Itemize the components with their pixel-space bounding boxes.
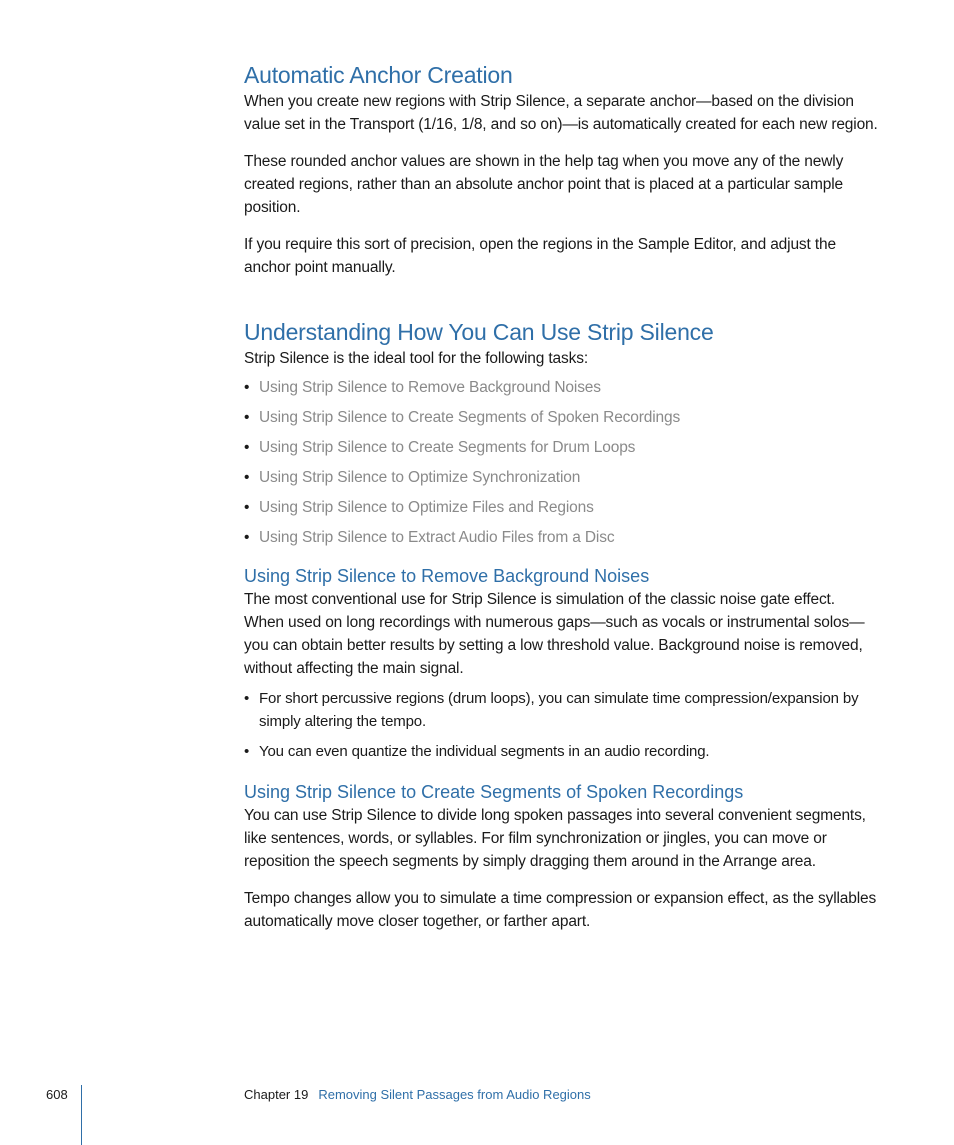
heading-spoken-recordings: Using Strip Silence to Create Segments of Spoken Recordings <box>244 782 744 802</box>
heading-understanding-strip-silence: Understanding How You Can Use Strip Silence <box>244 319 714 345</box>
list-item <box>244 497 878 519</box>
chapter-title: Removing Silent Passages from Audio Regions <box>318 1087 591 1102</box>
task-link-list <box>244 377 878 549</box>
anchor-paragraph-3: If you require this sort of precision, open the regions in the Sample Editor, and adjust the anchor point manually. <box>244 236 836 276</box>
link-optimize-files-regions[interactable]: Using Strip Silence to Optimize Files and Regions <box>259 499 594 516</box>
bullet-text: For short percussive regions (drum loops), you can simulate time compression/expansion by simply altering the tempo. <box>259 690 859 730</box>
bullet-icon: • <box>244 469 250 486</box>
anchor-paragraph-2: These rounded anchor values are shown in the help tag when you move any of the newly created regions, rather than an absolute anchor point that is placed at a particular sample position. <box>244 153 844 216</box>
chapter-label: Chapter 19 <box>244 1087 309 1102</box>
bullet-icon: • <box>244 529 250 546</box>
heading-remove-background-noises: Using Strip Silence to Remove Background Noises <box>244 566 650 586</box>
link-extract-audio-files[interactable]: Using Strip Silence to Extract Audio Files from a Disc <box>259 529 615 546</box>
list-item <box>244 377 878 399</box>
link-drum-loops[interactable]: Using Strip Silence to Create Segments for Drum Loops <box>259 439 636 456</box>
list-item <box>244 687 878 733</box>
bullet-text: You can even quantize the individual segments in an audio recording. <box>259 743 710 760</box>
bullet-icon: • <box>244 409 250 426</box>
bullet-icon: • <box>244 379 250 396</box>
bullet-icon: • <box>244 499 250 516</box>
link-optimize-synchronization[interactable]: Using Strip Silence to Optimize Synchronization <box>259 469 581 486</box>
footer-divider <box>81 1085 82 1145</box>
background-noises-bullets <box>244 687 878 763</box>
spoken-recordings-paragraph-1: You can use Strip Silence to divide long spoken passages into several convenient segments, like sentences, words, or syllables. For film synchronization or jingles, you can move or reposition the speech segments by simply dragging them around in the Arrange area. <box>244 807 866 870</box>
spoken-recordings-paragraph-2: Tempo changes allow you to simulate a time compression or expansion effect, as the syllables automatically move closer together, or farther apart. <box>244 890 877 930</box>
anchor-paragraph-1: When you create new regions with Strip Silence, a separate anchor—based on the division value set in the Transport (1/16, 1/8, and so on)—is automatically created for each new region. <box>244 93 878 133</box>
link-remove-background-noises[interactable]: Using Strip Silence to Remove Background Noises <box>259 379 601 396</box>
list-item <box>244 407 878 429</box>
page-footer <box>0 1085 954 1145</box>
page-content <box>244 60 878 933</box>
background-noises-paragraph: The most conventional use for Strip Silence is simulation of the classic noise gate effect. When used on long recordings with numerous gaps—such as vocals or instrumental solos—you can obtain better results by setting a low threshold value. Background noise is removed, without affecting the main signal. <box>244 591 865 677</box>
footer-chapter-info <box>244 1087 591 1102</box>
list-item <box>244 740 878 763</box>
list-item <box>244 527 878 549</box>
bullet-icon: • <box>244 439 250 456</box>
link-spoken-recordings[interactable]: Using Strip Silence to Create Segments of Spoken Recordings <box>259 409 681 426</box>
list-item <box>244 437 878 459</box>
list-item <box>244 467 878 489</box>
understanding-intro: Strip Silence is the ideal tool for the following tasks: <box>244 350 588 367</box>
bullet-icon: • <box>244 690 250 707</box>
bullet-icon: • <box>244 743 250 760</box>
heading-automatic-anchor-creation: Automatic Anchor Creation <box>244 62 513 88</box>
page-number: 608 <box>46 1087 68 1102</box>
